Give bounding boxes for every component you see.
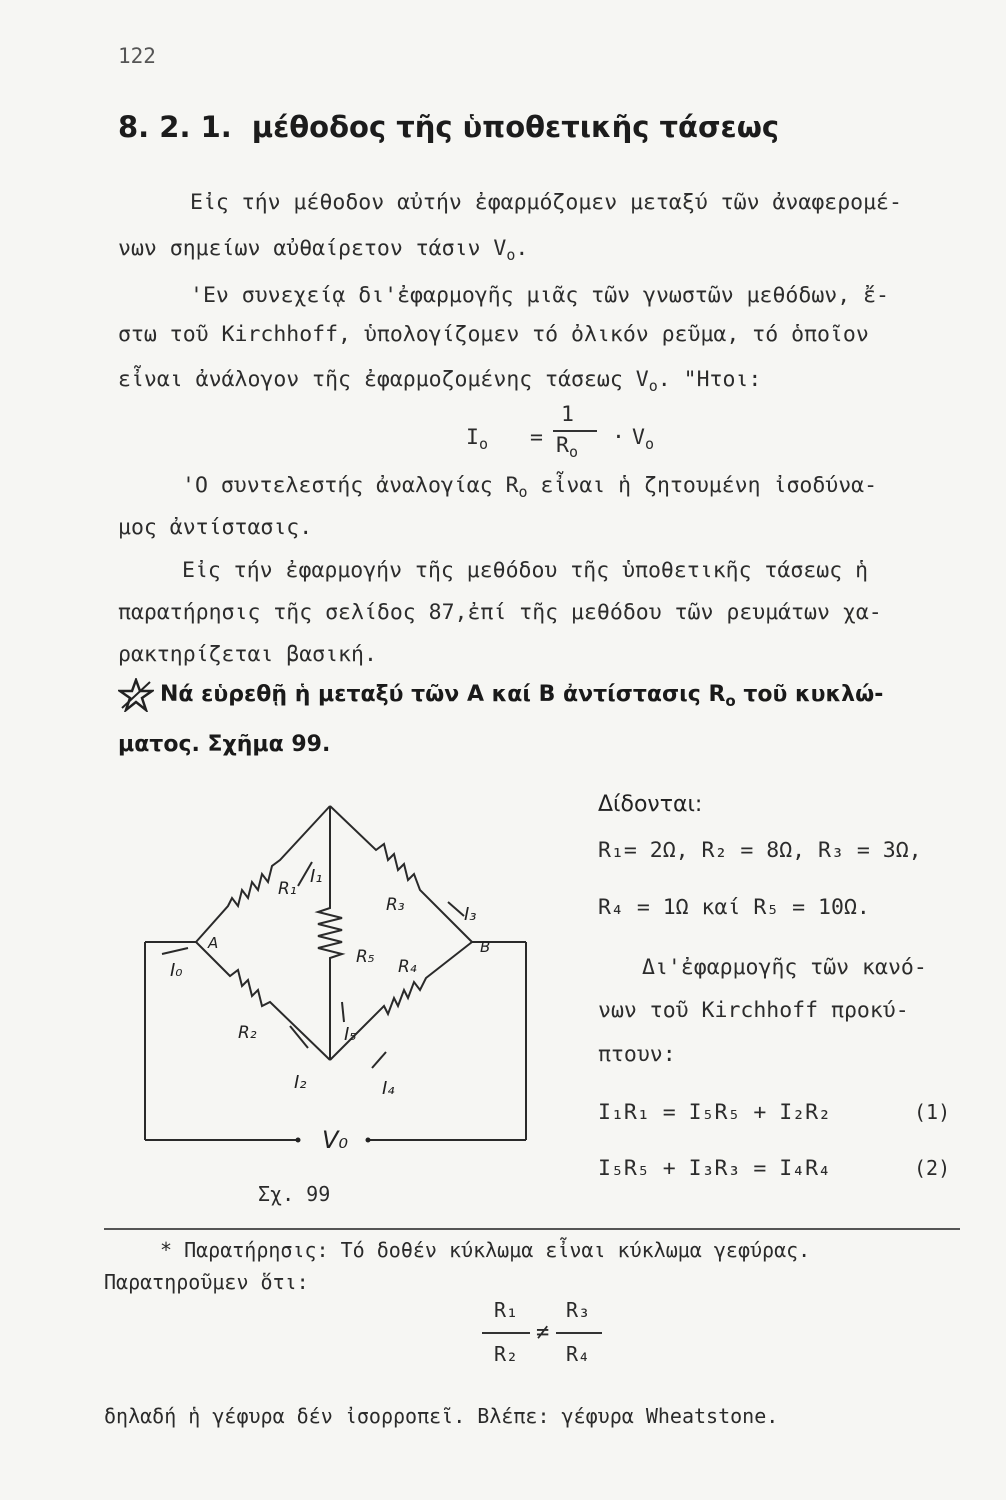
arrow-i4 xyxy=(372,1052,386,1068)
p4-line3: ρακτηρίζεται βασική. xyxy=(118,642,377,667)
footnote-line2: Παρατηροῦμεν ὅτι: xyxy=(104,1270,309,1294)
p1-line2-text: νων σημείων αὐθαίρετον τάσιν V xyxy=(118,236,507,261)
label-i0: I₀ xyxy=(170,960,183,981)
p2-line3 xyxy=(118,367,762,395)
resistor-r2 xyxy=(196,942,330,1060)
arrow-i0 xyxy=(162,948,188,954)
f1-num: 1 xyxy=(561,402,574,427)
label-r5: R₅ xyxy=(356,947,375,967)
f1-dot: · xyxy=(612,425,625,450)
section-heading xyxy=(118,110,779,144)
given-line5: πτουν: xyxy=(598,1042,676,1067)
f1-rhs-sub: o xyxy=(644,435,654,453)
label-r2: R₂ xyxy=(238,1023,257,1043)
equation-2: I₅R₅ + I₃R₃ = I₄R₄ xyxy=(598,1156,831,1181)
p2-line2: στω τοῦ Kirchhoff, ὑπολογίζομεν τό ὀλικόν ρεῦμα, τό ὁποῖον xyxy=(118,322,869,347)
circuit-diagram xyxy=(130,790,550,1160)
p1-line1: Εἰς τήν μέθοδον αὐτήν ἐφαρμόζομεν μεταξύ τῶν ἀναφερομέ- xyxy=(190,190,902,215)
problem-line2: ματος. Σχῆμα 99. xyxy=(118,732,331,757)
f1-den-sub: o xyxy=(568,443,578,461)
given-title: Δίδονται: xyxy=(598,792,703,817)
problem-line1 xyxy=(160,682,884,710)
fn-frac2-den: R₄ xyxy=(566,1342,591,1366)
label-i3: I₃ xyxy=(464,904,477,925)
equation-1-number: (1) xyxy=(914,1100,951,1124)
given-line3: Δι'ἐφαρμογῆς τῶν κανό- xyxy=(642,955,927,980)
p3-sub: o xyxy=(518,483,528,501)
fn-neq: ≠ xyxy=(536,1320,550,1345)
f1-rhs: V xyxy=(632,425,645,450)
p1-end: . xyxy=(515,236,529,261)
p2-end: . "Ητοι: xyxy=(657,367,762,392)
arrow-i3 xyxy=(448,902,464,916)
label-b: B xyxy=(480,938,491,956)
p1-sub: o xyxy=(506,246,516,264)
footnote-line3: δηλαδή ἡ γέφυρα δέν ἰσορροπεῖ. Βλέπε: γέφυρα Wheatstone. xyxy=(104,1404,779,1428)
p1-line2 xyxy=(118,236,529,264)
terminal-right xyxy=(366,1138,371,1143)
footnote-separator xyxy=(104,1228,960,1230)
p2-line1: 'Εν συνεχείᾳ δι'ἐφαρμογῆς μιᾶς τῶν γνωστῶν μεθόδων, ἔ- xyxy=(190,283,889,308)
problem-star-icon xyxy=(118,678,154,719)
label-a: A xyxy=(208,934,219,952)
p3-line2: μος ἀντίστασις. xyxy=(118,515,313,540)
p2-line3-text: εἶναι ἀνάλογον τῆς ἐφαρμοζομένης τάσεως V xyxy=(118,367,649,392)
resistor-r3 xyxy=(330,806,472,942)
p3-b: εἶναι ἡ ζητουμένη ἰσοδύνα- xyxy=(527,473,878,498)
given-line2: R₄ = 1Ω καί R₅ = 10Ω. xyxy=(598,895,870,920)
equation-2-number: (2) xyxy=(914,1156,951,1180)
figure-caption: Σχ. 99 xyxy=(258,1182,331,1206)
terminal-left xyxy=(296,1138,301,1143)
p4-line2: παρατήρησις τῆς σελίδος 87,ἐπί τῆς μεθόδου τῶν ρευμάτων χα- xyxy=(118,600,882,625)
given-line4: νων τοῦ Kirchhoff προκύ- xyxy=(598,998,909,1023)
f1-lhs-sub: o xyxy=(478,435,488,453)
section-title: μέθοδος τῆς ὑποθετικῆς τάσεως xyxy=(251,110,780,144)
arrow-i5 xyxy=(342,1002,344,1022)
equation-1: I₁R₁ = I₅R₅ + I₂R₂ xyxy=(598,1100,831,1125)
label-v0: V₀ xyxy=(322,1126,349,1154)
footnote-line1: * Παρατήρησις: Τό δοθέν κύκλωμα εἶναι κύκλωμα γεφύρας. xyxy=(160,1238,811,1262)
fn-frac2-bar xyxy=(556,1332,602,1334)
f1-eq: = xyxy=(530,425,543,450)
label-i2: I₂ xyxy=(294,1072,307,1093)
label-i5: I₅ xyxy=(344,1024,357,1045)
f1-fraction-bar xyxy=(553,430,597,432)
f1-den: R xyxy=(556,433,569,458)
problem-b: τοῦ κυκλώ- xyxy=(735,682,884,707)
label-r1: R₁ xyxy=(278,879,297,899)
p2-sub: o xyxy=(648,377,658,395)
resistor-r5 xyxy=(318,806,342,1060)
given-line1: R₁= 2Ω, R₂ = 8Ω, R₃ = 3Ω, xyxy=(598,838,922,863)
label-r3: R₃ xyxy=(386,895,405,915)
label-r4: R₄ xyxy=(398,957,417,977)
p3-line1 xyxy=(182,473,878,501)
page-number: 122 xyxy=(118,44,156,68)
label-i4: I₄ xyxy=(382,1078,395,1099)
fn-frac1-num: R₁ xyxy=(494,1298,519,1322)
fn-frac1-den: R₂ xyxy=(494,1342,519,1366)
section-number: 8. 2. 1. xyxy=(118,110,232,144)
p3-a: 'Ο συντελεστής ἀναλογίας R xyxy=(182,473,519,498)
p4-line1: Εἰς τήν ἐφαρμογήν τῆς μεθόδου τῆς ὑποθετικῆς τάσεως ἡ xyxy=(182,558,869,583)
fn-frac1-bar xyxy=(482,1332,530,1334)
problem-a: Νά εὑρεθῇ ἡ μεταξύ τῶν Α καί Β ἀντίστασις R xyxy=(160,682,726,707)
label-i1: I₁ xyxy=(310,866,323,887)
f1-lhs: I xyxy=(466,425,479,450)
problem-sub: o xyxy=(725,692,736,710)
fn-frac2-num: R₃ xyxy=(566,1298,591,1322)
